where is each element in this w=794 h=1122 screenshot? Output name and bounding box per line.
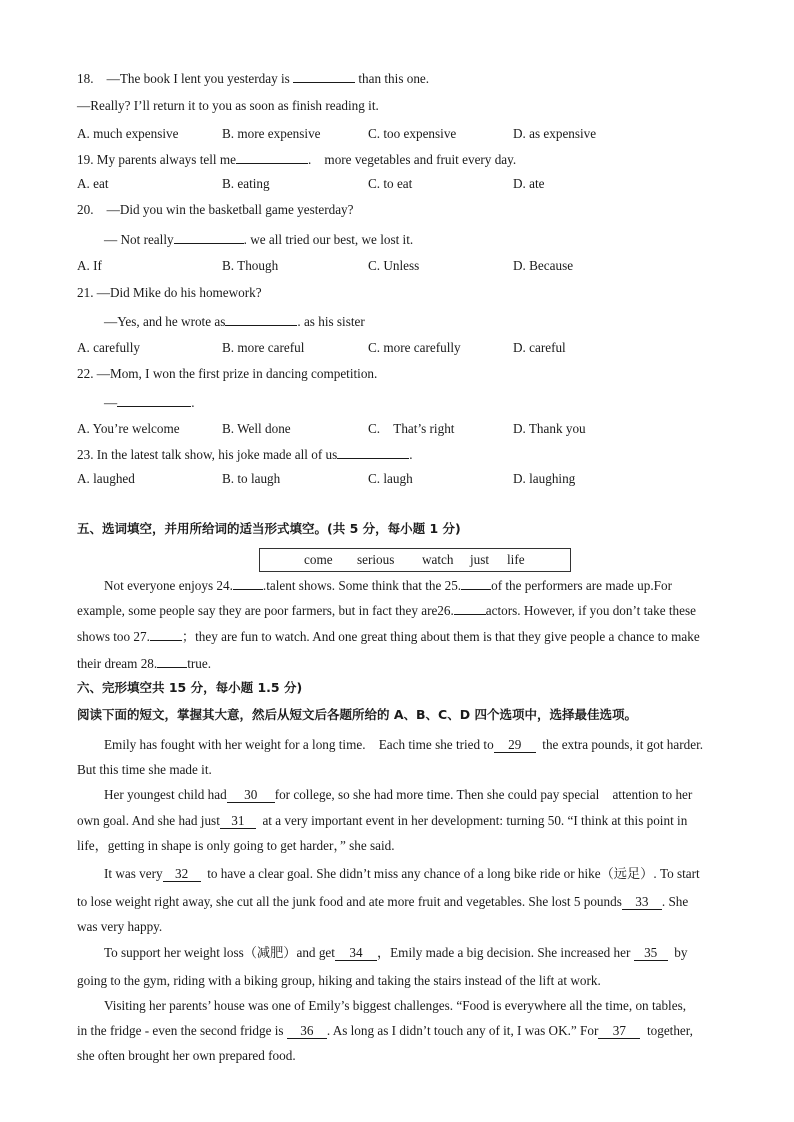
word-bank	[259, 548, 571, 572]
cloze-blank-31[interactable]: 31	[220, 814, 256, 829]
option-b[interactable]: B. more careful	[222, 340, 305, 355]
s5-line-3: shows too 27. ；they are fun to watch. And one great thing about them is that they give people a chance to make	[77, 629, 700, 644]
q18-stem: 18. —The book I lent you yesterday is than this one.	[77, 71, 430, 86]
option-a[interactable]: A. laughed	[77, 471, 135, 486]
option-c[interactable]: C. Unless	[368, 258, 420, 273]
section-6-heading: 六、完形填空共 15 分，每小题 1.5 分)	[77, 680, 303, 695]
word-bank-item: just	[470, 552, 490, 567]
q22-reply: — .	[104, 395, 195, 410]
option-d[interactable]: D. Because	[513, 258, 574, 273]
option-a[interactable]: A. carefully	[77, 340, 140, 355]
answer-blank[interactable]	[337, 446, 409, 459]
option-d[interactable]: D. Thank you	[513, 421, 586, 436]
option-b[interactable]: B. eating	[222, 176, 270, 191]
option-a[interactable]: A. If	[77, 258, 102, 273]
option-d[interactable]: D. laughing	[513, 471, 576, 486]
word-bank-item: watch	[422, 552, 454, 567]
option-a[interactable]: A. much expensive	[77, 126, 179, 141]
answer-blank[interactable]	[117, 394, 191, 407]
q20-stem: 20. —Did you win the basketball game yesterday?	[77, 202, 354, 217]
option-c[interactable]: C. That’s right	[368, 421, 455, 436]
answer-blank[interactable]	[236, 151, 308, 164]
q18-reply: —Really? I’ll return it to you as soon as finish reading it.	[77, 98, 379, 113]
passage-line: going to the gym, riding with a biking group, hiking and taking the stairs instead of the lift at work.	[77, 973, 601, 988]
cloze-blank-33[interactable]: 33	[622, 895, 662, 910]
answer-blank[interactable]	[157, 655, 187, 668]
option-a[interactable]: A. You’re welcome	[77, 421, 180, 436]
passage-line: in the fridge - even the second fridge is 36 . As long as I didn’t touch any of it, I was OK.” For 37 together,	[77, 1023, 693, 1038]
answer-blank[interactable]	[454, 602, 486, 615]
option-c[interactable]: C. laugh	[368, 471, 413, 486]
passage-line: It was very 32 to have a clear goal. She didn’t miss any chance of a long bike ride or hike（远足）. To start	[104, 866, 700, 881]
s5-line-1: Not everyone enjoys 24. .talent shows. Some think that the 25. of the performers are made up.For	[104, 578, 672, 593]
passage-line: was very happy.	[77, 919, 163, 934]
q19-stem: 19. My parents always tell me . more vegetables and fruit every day.	[77, 152, 517, 167]
answer-blank[interactable]	[225, 313, 297, 326]
answer-blank[interactable]	[233, 577, 263, 590]
option-a[interactable]: A. eat	[77, 176, 109, 191]
answer-blank[interactable]	[174, 231, 244, 244]
option-b[interactable]: B. Though	[222, 258, 279, 273]
s5-line-4: their dream 28. true.	[77, 656, 212, 671]
cloze-blank-35[interactable]: 35	[634, 946, 668, 961]
word-bank-item: life	[507, 552, 525, 567]
option-d[interactable]: D. careful	[513, 340, 566, 355]
passage-line: But this time she made it.	[77, 762, 212, 777]
passage-line: life，getting in shape is only going to get harder，” she said.	[77, 838, 395, 853]
option-b[interactable]: B. more expensive	[222, 126, 321, 141]
option-c[interactable]: C. more carefully	[368, 340, 461, 355]
option-d[interactable]: D. ate	[513, 176, 545, 191]
word-bank-item: come	[304, 552, 333, 567]
s5-line-2: example, some people say they are poor farmers, but in fact they are26. actors. However, if you don’t take these	[77, 603, 696, 618]
q21-reply: —Yes, and he wrote as . as his sister	[104, 314, 365, 329]
passage-line: Emily has fought with her weight for a long time. Each time she tried to 29 the extra pounds, it got harder.	[104, 737, 704, 752]
passage-line: she often brought her own prepared food.	[77, 1048, 296, 1063]
option-c[interactable]: C. too expensive	[368, 126, 457, 141]
option-b[interactable]: B. Well done	[222, 421, 291, 436]
word-bank-item: serious	[357, 552, 395, 567]
q21-stem: 21. —Did Mike do his homework?	[77, 285, 262, 300]
passage-line: own goal. And she had just 31 at a very important event in her development: turning 50. “I think at this point in	[77, 813, 688, 828]
cloze-blank-34[interactable]: 34	[335, 946, 377, 961]
cloze-blank-32[interactable]: 32	[163, 867, 201, 882]
cloze-blank-37[interactable]: 37	[598, 1024, 640, 1039]
answer-blank[interactable]	[150, 628, 182, 641]
answer-blank[interactable]	[293, 70, 355, 83]
option-b[interactable]: B. to laugh	[222, 471, 281, 486]
passage-line: Her youngest child had 30 for college, so she had more time. Then she could pay special attention to her	[104, 787, 693, 802]
passage-line: To support her weight loss（减肥）and get 34 ，Emily made a big decision. She increased her 35 by	[104, 945, 688, 960]
passage-line: to lose weight right away, she cut all the junk food and ate more fruit and vegetables. She lost 5 pounds 33 . She	[77, 894, 689, 909]
cloze-blank-30[interactable]: 30	[227, 788, 275, 803]
cloze-blank-36[interactable]: 36	[287, 1024, 327, 1039]
section-6-instruction: 阅读下面的短文，掌握其大意，然后从短文后各题所给的 A、B、C、D 四个选项中，选择最佳选项。	[77, 707, 637, 722]
passage-line: Visiting her parents’ house was one of Emily’s biggest challenges. “Food is everywhere all the time, on tables,	[104, 998, 686, 1013]
q22-stem: 22. —Mom, I won the first prize in dancing competition.	[77, 366, 378, 381]
q20-reply: — Not really . we all tried our best, we lost it.	[104, 232, 414, 247]
cloze-blank-29[interactable]: 29	[494, 738, 536, 753]
q23-stem: 23. In the latest talk show, his joke made all of us .	[77, 447, 413, 462]
option-d[interactable]: D. as expensive	[513, 126, 597, 141]
option-c[interactable]: C. to eat	[368, 176, 413, 191]
answer-blank[interactable]	[461, 577, 491, 590]
section-5-heading: 五、选词填空，并用所给词的适当形式填空。(共 5 分，每小题 1 分)	[77, 521, 461, 536]
